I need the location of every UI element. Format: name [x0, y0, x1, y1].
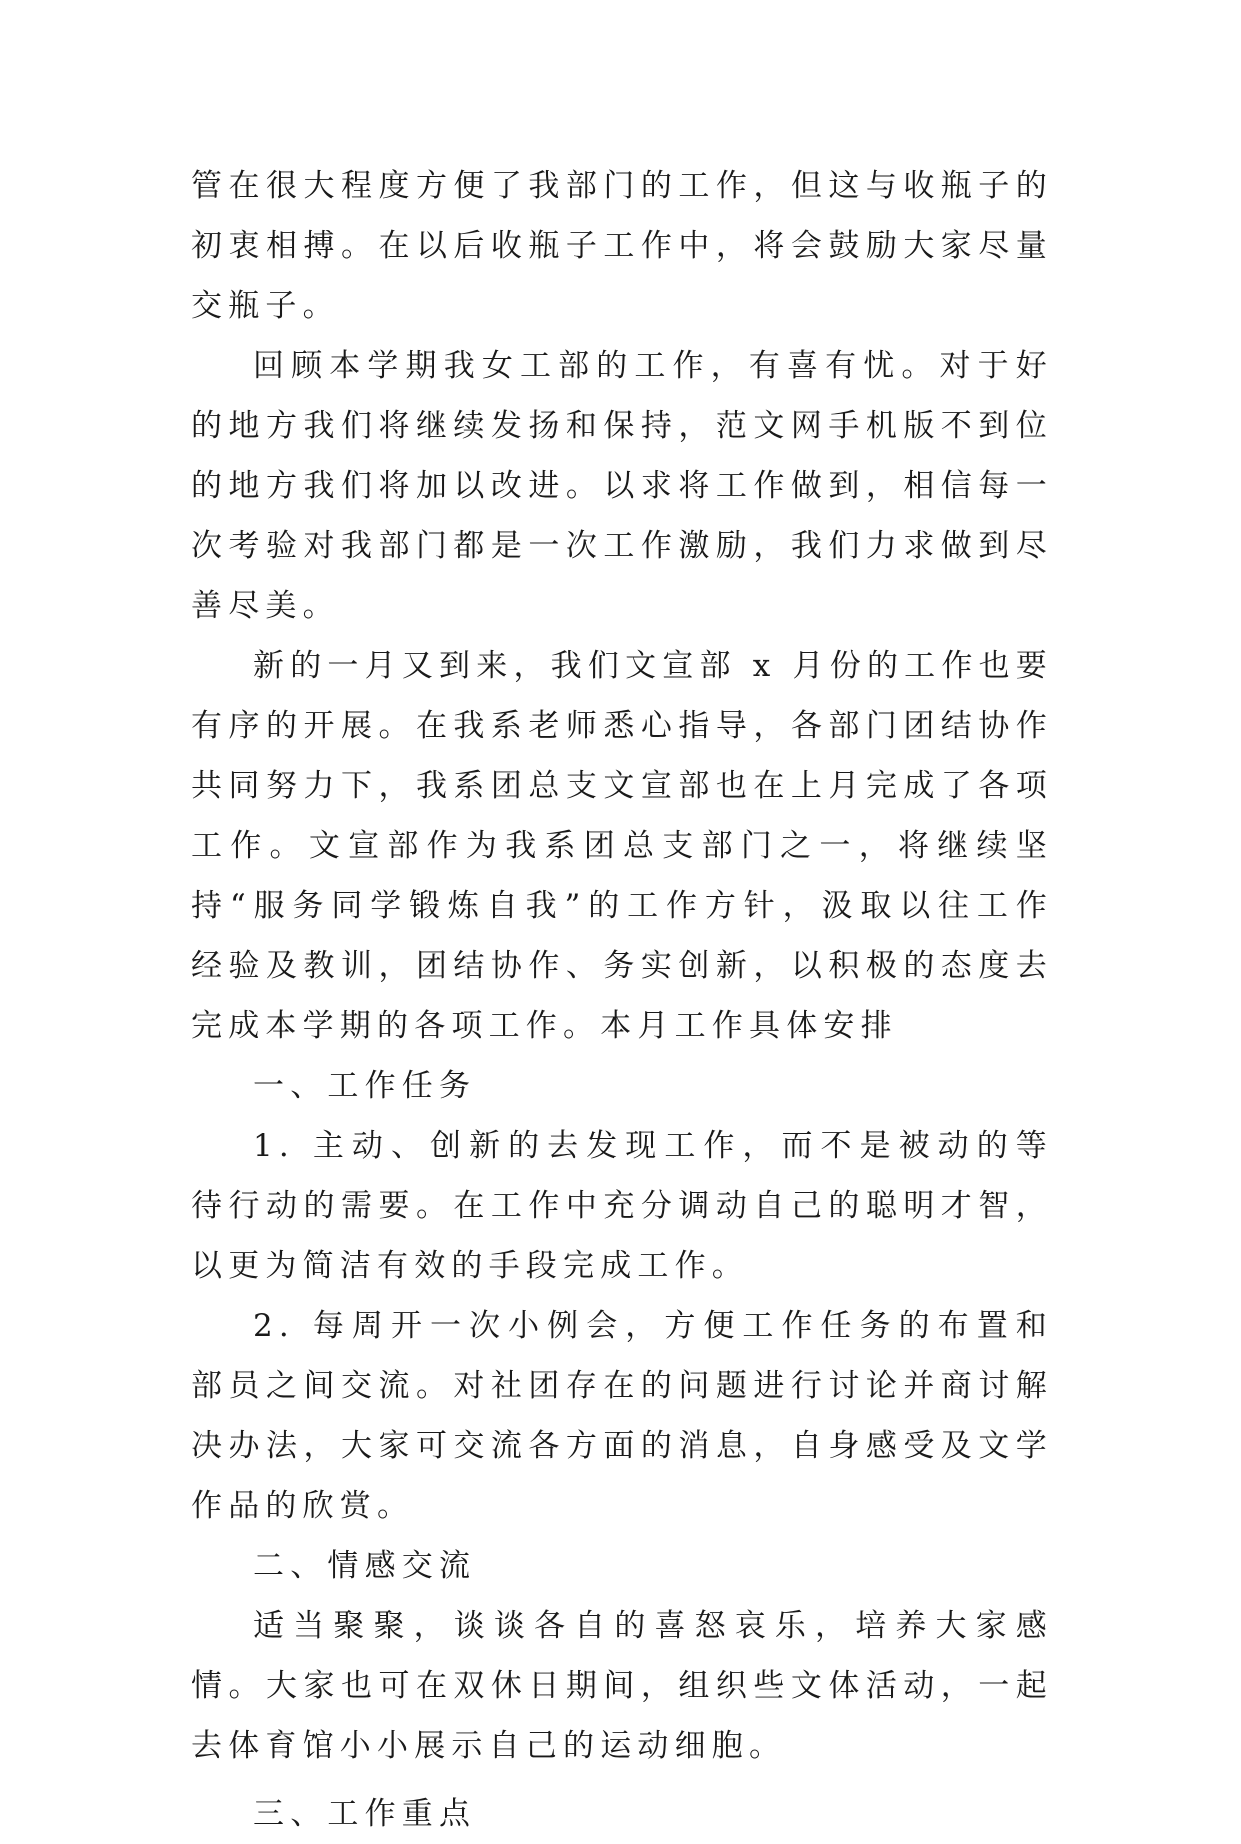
list-item-2: 2. 每周开一次小例会，方便工作任务的布置和部员之间交流。对社团存在的问题进行讨论并商讨解决办法，大家可交流各方面的消息，自身感受及文学作品的欣赏。	[191, 1308, 1053, 1524]
paragraph-review: 回顾本学期我女工部的工作，有喜有忧。对于好的地方我们将继续发扬和保持，范文网手机版不到位的地方我们将加以改进。以求将工作做到，相信每一次考验对我部门都是一次工作激励，我们力求做到尽善尽美。	[191, 348, 1053, 624]
paragraph-continuation: 管在很大程度方便了我部门的工作，但这与收瓶子的初衷相搏。在以后收瓶子工作中，将会鼓励大家尽量交瓶子。	[191, 168, 1053, 324]
document-body	[191, 156, 1053, 1844]
paragraph-gathering: 适当聚聚，谈谈各自的喜怒哀乐，培养大家感情。大家也可在双休日期间，组织些文体活动，一起去体育馆小小展示自己的运动细胞。	[191, 1608, 1053, 1764]
section-heading-work-tasks: 一、工作任务	[253, 1068, 477, 1104]
paragraph-new-month: 新的一月又到来，我们文宣部 x 月份的工作也要有序的开展。在我系老师悉心指导，各部门团结协作共同努力下，我系团总支文宣部也在上月完成了各项工作。文宣部作为我系团总支部门之一，将继续坚持“服务同学锻炼自我”的工作方针，汲取以往工作经验及教训，团结协作、务实创新，以积极的态度去完成本学期的各项工作。本月工作具体安排	[191, 648, 1053, 1044]
section-heading-work-focus: 三、工作重点	[253, 1796, 477, 1832]
section-heading-emotional-exchange: 二、情感交流	[253, 1548, 477, 1584]
list-item-1: 1. 主动、创新的去发现工作，而不是被动的等待行动的需要。在工作中充分调动自己的聪明才智，以更为简洁有效的手段完成工作。	[191, 1128, 1053, 1284]
